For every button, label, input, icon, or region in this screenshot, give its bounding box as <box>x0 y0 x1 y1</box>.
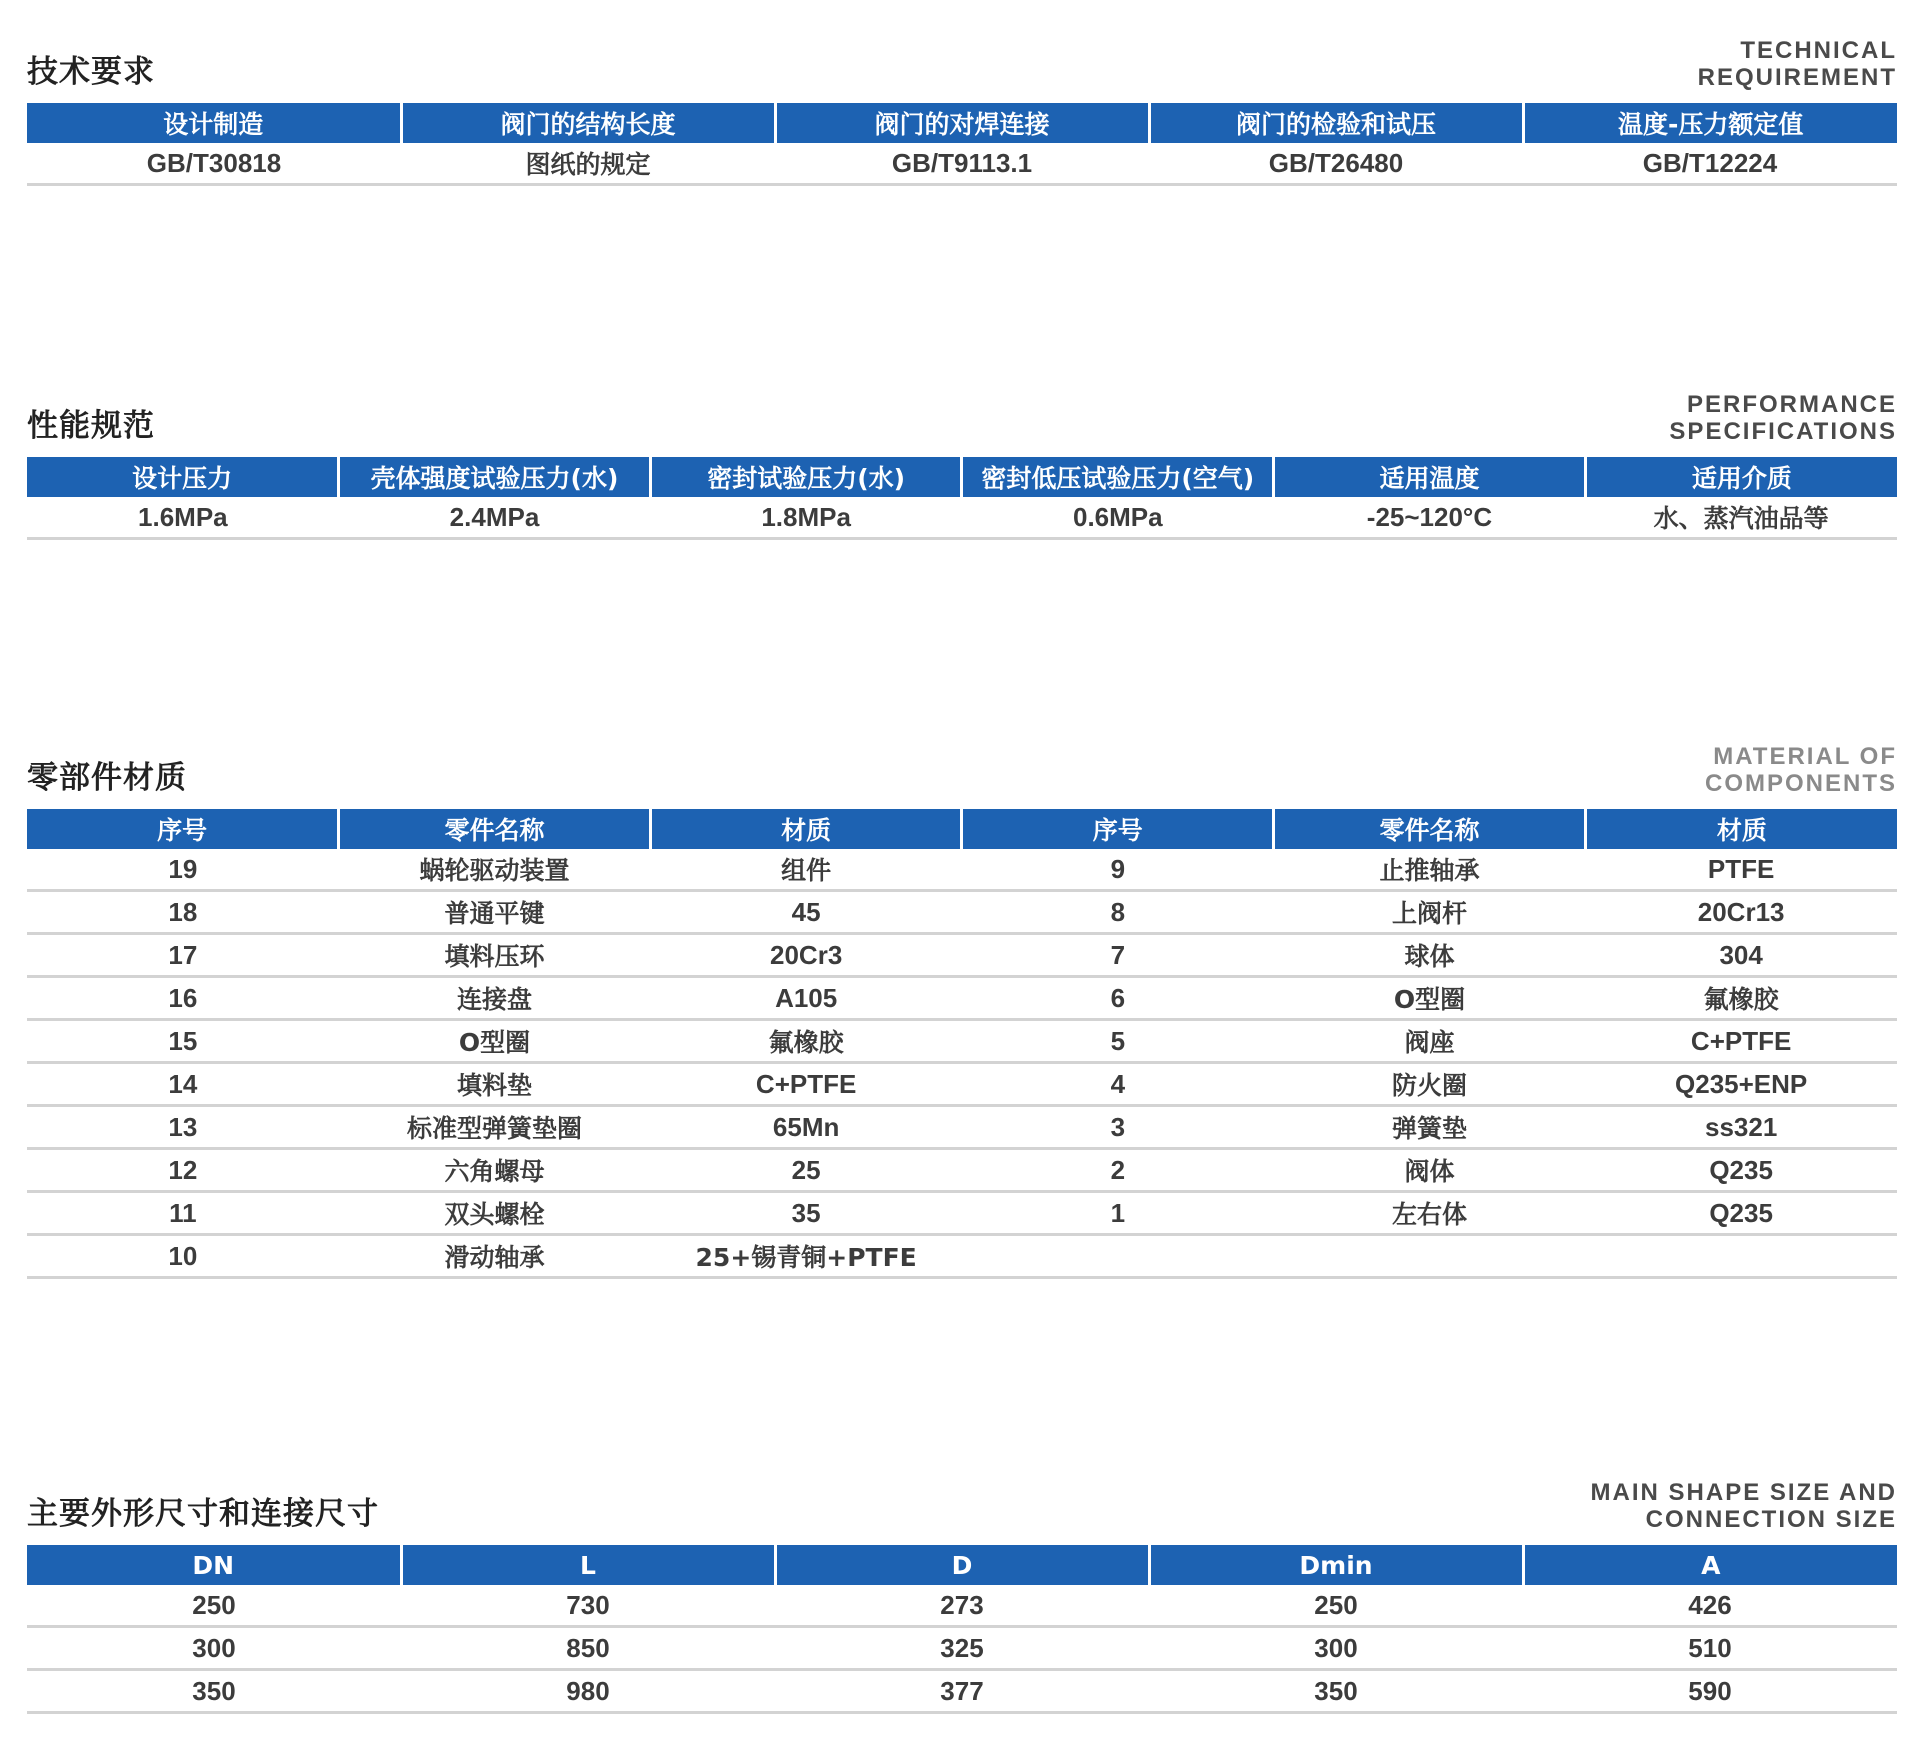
table-header-cell: 材质 <box>650 809 962 849</box>
table-cell: A105 <box>650 977 962 1020</box>
section-title-cn: 主要外形尺寸和连接尺寸 <box>27 1496 379 1532</box>
table-cell: 图纸的规定 <box>401 143 775 185</box>
table-cell: 426 <box>1523 1585 1897 1627</box>
table-cell: 304 <box>1585 934 1897 977</box>
table-cell: 377 <box>775 1670 1149 1713</box>
table-cell: 填料压环 <box>339 934 651 977</box>
table-row <box>27 1627 1897 1670</box>
table-cell: 氟橡胶 <box>1585 977 1897 1020</box>
table-cell: 300 <box>27 1627 401 1670</box>
table-cell: GB/T30818 <box>27 143 401 185</box>
table-cell: 8 <box>962 891 1274 934</box>
table-row <box>27 1149 1897 1192</box>
table-cell: 4 <box>962 1063 1274 1106</box>
table-cell: GB/T9113.1 <box>775 143 1149 185</box>
table-cell: 250 <box>1149 1585 1523 1627</box>
table-cell: 510 <box>1523 1627 1897 1670</box>
table-cell: 双头螺栓 <box>339 1192 651 1235</box>
table-row <box>27 1235 1897 1278</box>
table-cell: 14 <box>27 1063 339 1106</box>
table-row <box>27 1670 1897 1713</box>
table-cell: 普通平键 <box>339 891 651 934</box>
table-row <box>27 1585 1897 1627</box>
table-header-cell: A <box>1523 1545 1897 1585</box>
table-cell: 标准型弹簧垫圈 <box>339 1106 651 1149</box>
table-cell: 水、蒸汽油品等 <box>1585 497 1897 539</box>
table-cell: 590 <box>1523 1670 1897 1713</box>
table-header-cell: 设计压力 <box>27 457 339 497</box>
table-row <box>27 934 1897 977</box>
table-cell: 35 <box>650 1192 962 1235</box>
table-header-cell: 设计制造 <box>27 103 401 143</box>
table-cell: 六角螺母 <box>339 1149 651 1192</box>
table-cell: 9 <box>962 849 1274 891</box>
table-header-cell: 零件名称 <box>339 809 651 849</box>
table-cell: 1 <box>962 1192 1274 1235</box>
table-header-cell: Dmin <box>1149 1545 1523 1585</box>
table-header-cell: 适用温度 <box>1274 457 1586 497</box>
table-row <box>27 1106 1897 1149</box>
table-cell: 350 <box>27 1670 401 1713</box>
table-cell: 球体 <box>1274 934 1586 977</box>
table-cell: 止推轴承 <box>1274 849 1586 891</box>
table-cell: ss321 <box>1585 1106 1897 1149</box>
table-cell <box>1585 1235 1897 1278</box>
table-header-row <box>27 1545 1897 1585</box>
table-cell: 11 <box>27 1192 339 1235</box>
table-cell: 350 <box>1149 1670 1523 1713</box>
dimensions-section <box>27 1475 1897 1714</box>
table-header-cell: 序号 <box>27 809 339 849</box>
table-cell: 18 <box>27 891 339 934</box>
table-cell: 980 <box>401 1670 775 1713</box>
table-row <box>27 1020 1897 1063</box>
section-title-cn: 零部件材质 <box>27 760 187 796</box>
table-cell: 300 <box>1149 1627 1523 1670</box>
table-cell: 16 <box>27 977 339 1020</box>
table-header-cell: 阀门的检验和试压 <box>1149 103 1523 143</box>
section-header <box>27 739 1897 809</box>
table-header-cell: 零件名称 <box>1274 809 1586 849</box>
table-cell: 5 <box>962 1020 1274 1063</box>
table-cell: 25+锡青铜+PTFE <box>650 1235 962 1278</box>
table-cell: 10 <box>27 1235 339 1278</box>
table-header-cell: L <box>401 1545 775 1585</box>
table-cell: 2.4MPa <box>339 497 651 539</box>
table-header-cell: 温度-压力额定值 <box>1523 103 1897 143</box>
table-cell: Q235 <box>1585 1149 1897 1192</box>
table-cell: 13 <box>27 1106 339 1149</box>
table-row <box>27 143 1897 185</box>
table-header-row <box>27 457 1897 497</box>
table-cell: 填料垫 <box>339 1063 651 1106</box>
table-header-cell: 阀门的对焊连接 <box>775 103 1149 143</box>
table-cell: 滑动轴承 <box>339 1235 651 1278</box>
table-cell: 3 <box>962 1106 1274 1149</box>
table-row <box>27 977 1897 1020</box>
table-cell <box>962 1235 1274 1278</box>
table-cell: 15 <box>27 1020 339 1063</box>
table-cell: 273 <box>775 1585 1149 1627</box>
table-row <box>27 497 1897 539</box>
table-cell: 20Cr13 <box>1585 891 1897 934</box>
table-cell: 防火圈 <box>1274 1063 1586 1106</box>
table-cell: 2 <box>962 1149 1274 1192</box>
table-cell: 6 <box>962 977 1274 1020</box>
table-header-row <box>27 809 1897 849</box>
table-row <box>27 891 1897 934</box>
table-row <box>27 849 1897 891</box>
section-title-en: MATERIAL OF COMPONENTS <box>1704 743 1897 797</box>
table-cell: -25~120°C <box>1274 497 1586 539</box>
table-header-cell: 适用介质 <box>1585 457 1897 497</box>
table-cell: 730 <box>401 1585 775 1627</box>
table-cell: GB/T12224 <box>1523 143 1897 185</box>
table-cell: GB/T26480 <box>1149 143 1523 185</box>
table-cell: 7 <box>962 934 1274 977</box>
table-cell: O型圈 <box>339 1020 651 1063</box>
table-cell: 17 <box>27 934 339 977</box>
table-row <box>27 1192 1897 1235</box>
table-cell: PTFE <box>1585 849 1897 891</box>
section-title-en: TECHNICAL REQUIREMENT <box>1697 37 1897 91</box>
table-header-cell: 密封低压试验压力(空气) <box>962 457 1274 497</box>
table-cell: C+PTFE <box>1585 1020 1897 1063</box>
table-cell: 组件 <box>650 849 962 891</box>
section-title-cn: 性能规范 <box>27 408 155 444</box>
table-cell: 1.6MPa <box>27 497 339 539</box>
section-title-en: MAIN SHAPE SIZE AND CONNECTION SIZE <box>1590 1479 1897 1533</box>
table-cell: 12 <box>27 1149 339 1192</box>
table-cell: 阀体 <box>1274 1149 1586 1192</box>
table-header-cell: 壳体强度试验压力(水) <box>339 457 651 497</box>
performance-specifications-section <box>27 387 1897 540</box>
table-header-cell: 阀门的结构长度 <box>401 103 775 143</box>
material-of-components-section <box>27 739 1897 1279</box>
section-title-cn: 技术要求 <box>27 54 155 90</box>
table-cell: 左右体 <box>1274 1192 1586 1235</box>
section-header <box>27 33 1897 103</box>
table-cell: 325 <box>775 1627 1149 1670</box>
table-cell: Q235 <box>1585 1192 1897 1235</box>
table-header-cell: DN <box>27 1545 401 1585</box>
table-cell: 850 <box>401 1627 775 1670</box>
technical-requirement-table <box>27 103 1897 186</box>
table-cell: 0.6MPa <box>962 497 1274 539</box>
table-cell: C+PTFE <box>650 1063 962 1106</box>
table-cell: Q235+ENP <box>1585 1063 1897 1106</box>
performance-specifications-table <box>27 457 1897 540</box>
table-row <box>27 1063 1897 1106</box>
table-header-cell: D <box>775 1545 1149 1585</box>
table-cell: 氟橡胶 <box>650 1020 962 1063</box>
material-of-components-table <box>27 809 1897 1279</box>
table-cell: 蜗轮驱动装置 <box>339 849 651 891</box>
table-cell: 弹簧垫 <box>1274 1106 1586 1149</box>
table-cell: 65Mn <box>650 1106 962 1149</box>
table-header-cell: 密封试验压力(水) <box>650 457 962 497</box>
table-header-row <box>27 103 1897 143</box>
dimensions-table <box>27 1545 1897 1714</box>
table-cell: 250 <box>27 1585 401 1627</box>
table-cell: 45 <box>650 891 962 934</box>
table-cell: 20Cr3 <box>650 934 962 977</box>
section-header <box>27 1475 1897 1545</box>
technical-requirement-section <box>27 33 1897 186</box>
table-cell: 19 <box>27 849 339 891</box>
table-cell <box>1274 1235 1586 1278</box>
table-cell: 上阀杆 <box>1274 891 1586 934</box>
table-cell: 阀座 <box>1274 1020 1586 1063</box>
table-cell: 1.8MPa <box>650 497 962 539</box>
table-cell: 连接盘 <box>339 977 651 1020</box>
section-title-en: PERFORMANCE SPECIFICATIONS <box>1669 391 1897 445</box>
table-header-cell: 材质 <box>1585 809 1897 849</box>
table-header-cell: 序号 <box>962 809 1274 849</box>
section-header <box>27 387 1897 457</box>
table-cell: 25 <box>650 1149 962 1192</box>
table-cell: O型圈 <box>1274 977 1586 1020</box>
